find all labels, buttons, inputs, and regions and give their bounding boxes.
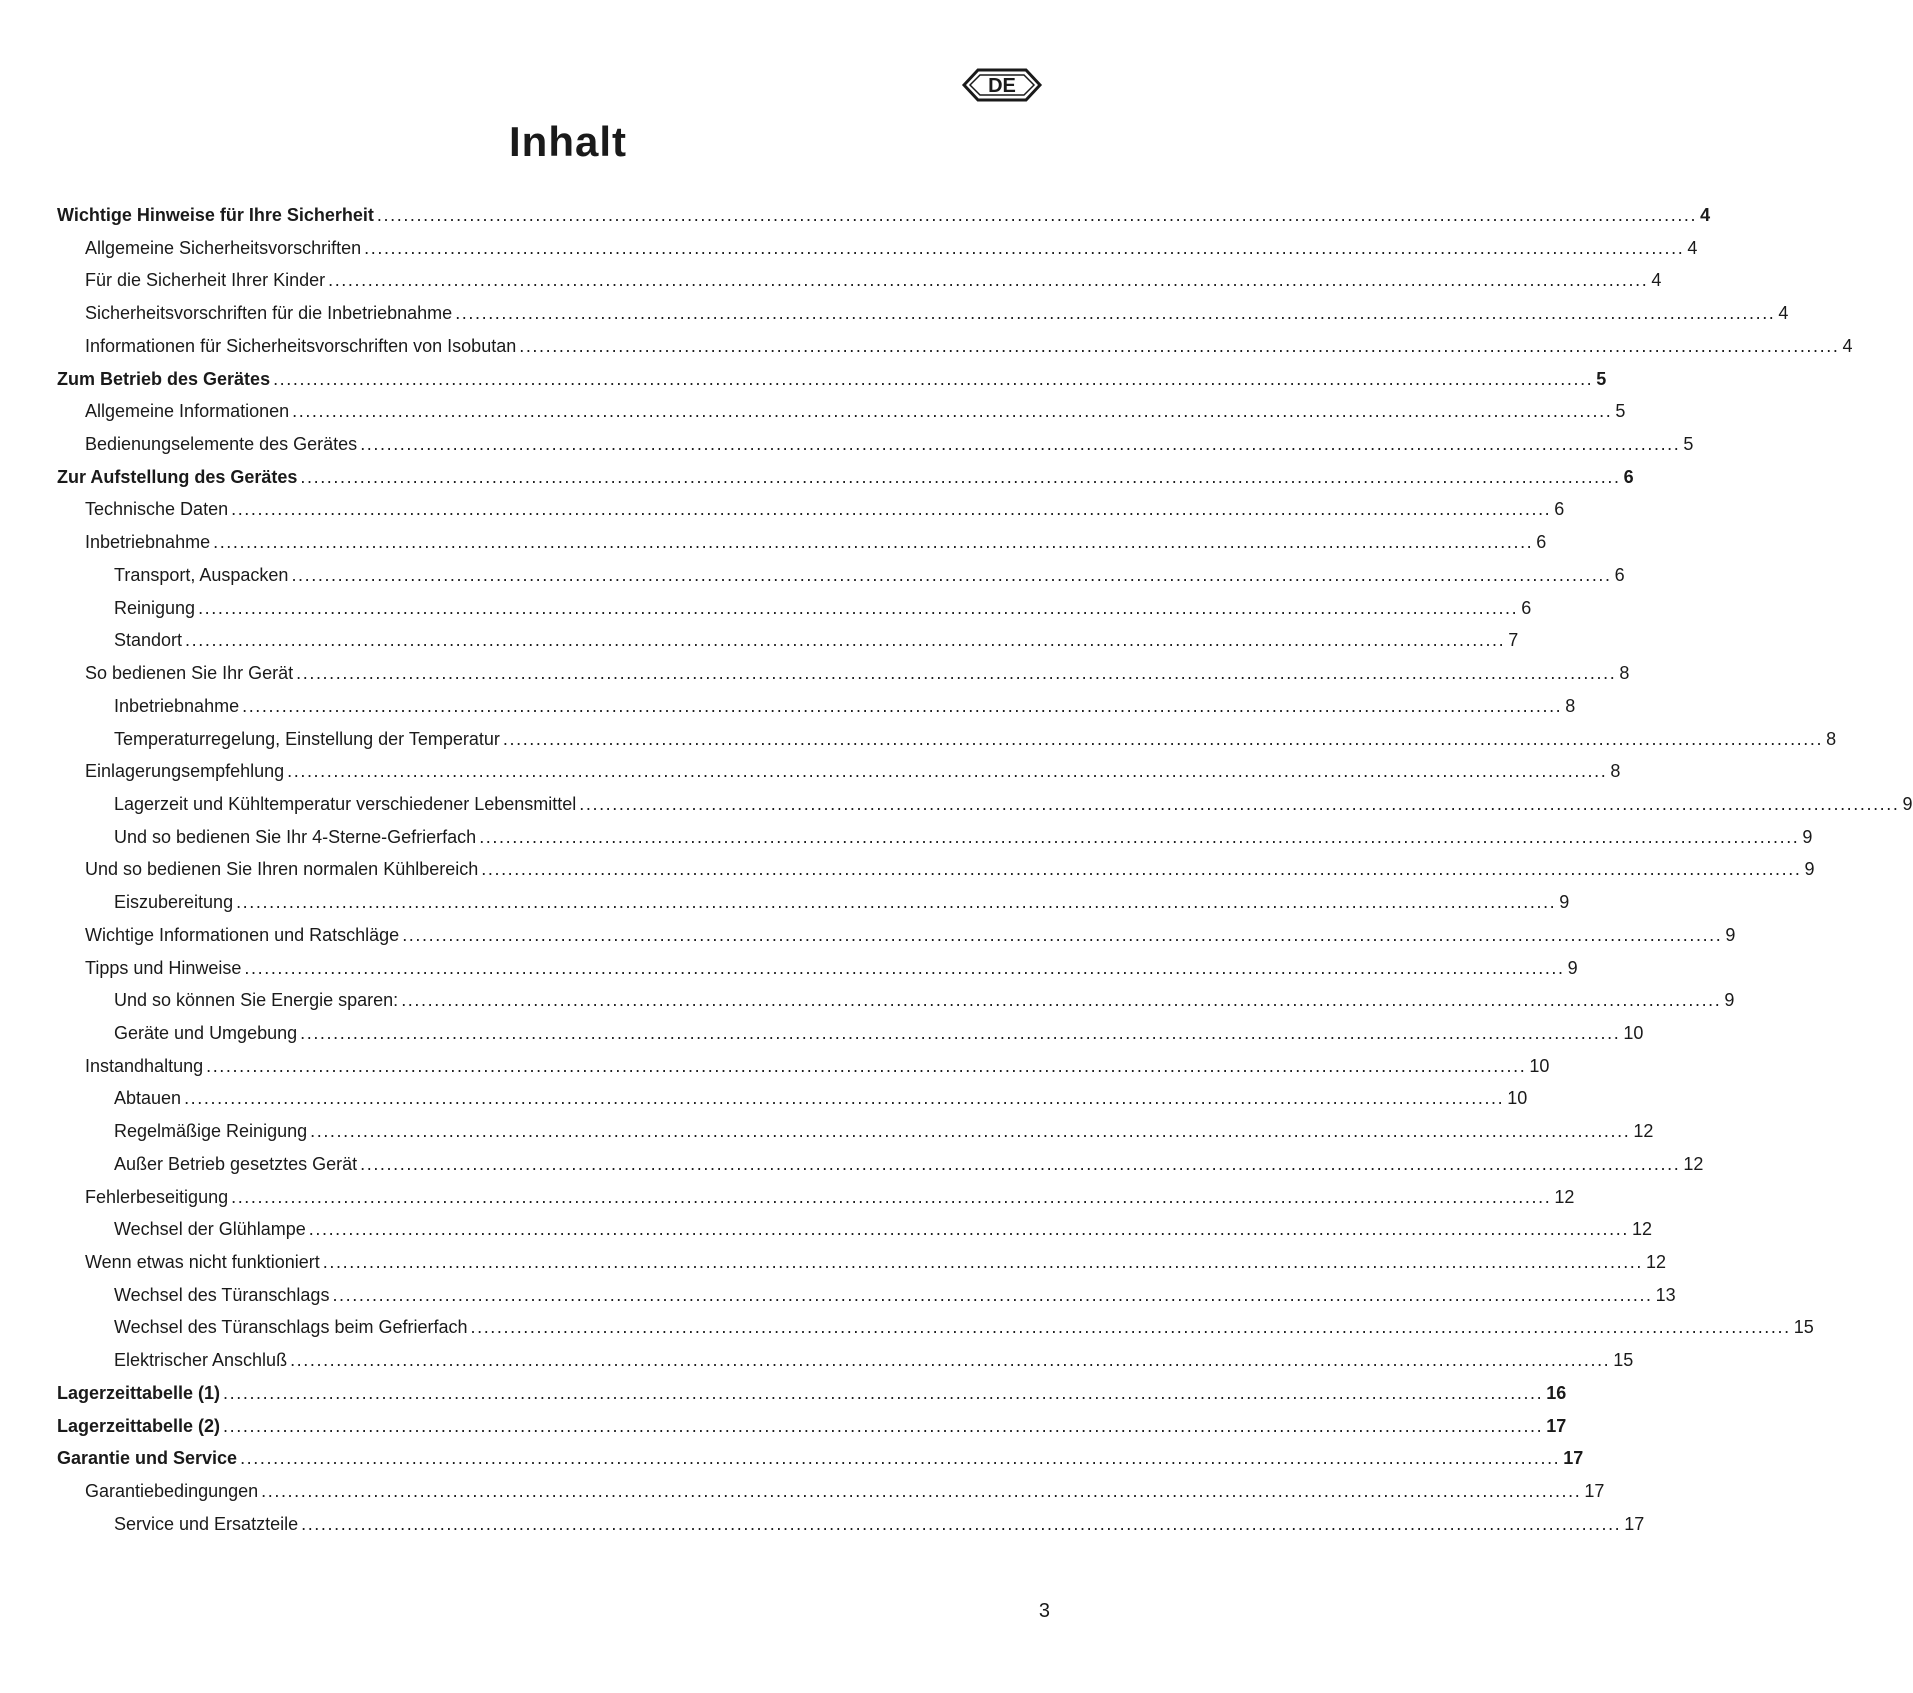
- toc-dot-leader: ........................................................................................................................................................................................................: [206, 1055, 1527, 1076]
- toc-entry-title: Eiszubereitung: [114, 892, 234, 913]
- toc-entry[interactable]: [57, 1311, 1814, 1344]
- toc-entry-page: 9: [1802, 826, 1813, 847]
- toc-entry-title: Lagerzeittabelle (2): [57, 1415, 221, 1436]
- toc-entry-title: Bedienungselemente des Gerätes: [85, 434, 358, 455]
- toc-entry[interactable]: [57, 657, 1630, 690]
- toc-entry[interactable]: [57, 1508, 1645, 1541]
- toc-entry-page: 6: [1614, 564, 1625, 585]
- toc-entry[interactable]: [57, 592, 1532, 625]
- toc-entry-page: 8: [1826, 728, 1837, 749]
- toc-entry-page: 12: [1554, 1186, 1575, 1207]
- toc-entry[interactable]: [57, 1213, 1652, 1246]
- toc-entry-title: Inbetriebnahme: [85, 532, 211, 553]
- toc-entry-title: Garantiebedingungen: [85, 1481, 259, 1502]
- toc-entry[interactable]: [57, 1246, 1667, 1279]
- toc-entry-title: Reinigung: [114, 597, 196, 618]
- toc-entry[interactable]: [57, 1344, 1634, 1377]
- toc-dot-leader: ........................................................................................................................................................................................................: [231, 499, 1552, 520]
- toc-entry-page: 6: [1521, 597, 1532, 618]
- toc-entry-title: Einlagerungsempfehlung: [85, 761, 285, 782]
- toc-entry[interactable]: [57, 1082, 1528, 1115]
- toc-entry[interactable]: [57, 952, 1578, 985]
- language-badge-de: [960, 64, 1044, 106]
- toc-entry[interactable]: [57, 1017, 1644, 1050]
- toc-dot-leader: ........................................................................................................................................................................................................: [579, 793, 1900, 814]
- toc-entry-title: Wichtige Hinweise für Ihre Sicherheit: [57, 205, 374, 225]
- toc-dot-leader: ........................................................................................................................................................................................................: [184, 1088, 1505, 1109]
- toc-entry-page: 4: [1687, 237, 1698, 258]
- toc-entry-page: 10: [1529, 1055, 1550, 1076]
- toc-entry[interactable]: [57, 1442, 1584, 1475]
- toc-dot-leader: ........................................................................................................................................................................................................: [455, 303, 1776, 324]
- toc-entry[interactable]: [57, 1410, 1567, 1443]
- toc-entry-title: Sicherheitsvorschriften für die Inbetriebnahme: [85, 303, 453, 324]
- toc-dot-leader: ........................................................................................................................................................................................................: [223, 1382, 1544, 1403]
- toc-entry-title: Zur Aufstellung des Gerätes: [57, 466, 298, 487]
- toc-dot-leader: ........................................................................................................................................................................................................: [479, 826, 1800, 847]
- toc-entry-title: Außer Betrieb gesetztes Gerät: [114, 1153, 358, 1174]
- toc-dot-leader: ........................................................................................................................................................................................................: [401, 990, 1722, 1011]
- toc-entry[interactable]: [57, 853, 1815, 886]
- toc-entry-page: 8: [1610, 761, 1621, 782]
- toc-dot-leader: ........................................................................................................................................................................................................: [402, 924, 1723, 945]
- page-title: Inhalt: [509, 118, 627, 165]
- toc-entry-title: Fehlerbeseitigung: [85, 1186, 229, 1207]
- toc-entry[interactable]: [57, 330, 1853, 363]
- toc-entry-page: 10: [1507, 1088, 1528, 1109]
- toc-entry-page: 9: [1567, 957, 1578, 978]
- toc-entry-page: 9: [1725, 924, 1736, 945]
- toc-dot-leader: ........................................................................................................................................................................................................: [360, 1153, 1681, 1174]
- toc-dot-leader: ........................................................................................................................................................................................................: [300, 466, 1621, 487]
- toc-entry-title: Garantie und Service: [57, 1448, 238, 1469]
- toc-entry-title: Wechsel des Türanschlags beim Gefrierfach: [114, 1317, 468, 1338]
- toc-entry[interactable]: [57, 788, 1913, 821]
- toc-entry-page: 8: [1565, 695, 1576, 716]
- toc-entry[interactable]: [57, 363, 1607, 396]
- toc-entry-title: Abtauen: [114, 1088, 182, 1109]
- toc-dot-leader: ........................................................................................................................................................................................................: [273, 368, 1594, 389]
- toc-dot-leader: ........................................................................................................................................................................................................: [236, 892, 1557, 913]
- toc-entry-page: 12: [1646, 1252, 1667, 1272]
- toc-entry-page: 4: [1778, 303, 1789, 324]
- toc-dot-leader: ........................................................................................................................................................................................................: [519, 335, 1840, 356]
- toc-entry-title: Instandhaltung: [85, 1055, 204, 1076]
- toc-entry-title: Standort: [114, 630, 183, 651]
- toc-entry[interactable]: [57, 886, 1570, 919]
- toc-entry-page: 17: [1546, 1415, 1567, 1436]
- toc-entry-title: Zum Betrieb des Gerätes: [57, 368, 271, 389]
- toc-entry[interactable]: [57, 1115, 1654, 1148]
- toc-dot-leader: ........................................................................................................................................................................................................: [292, 401, 1613, 422]
- toc-entry[interactable]: [57, 755, 1621, 788]
- toc-entry[interactable]: [57, 395, 1626, 428]
- toc-entry-title: Tipps und Hinweise: [85, 957, 242, 978]
- toc-entry-page: 15: [1613, 1350, 1634, 1371]
- toc-entry-title: Allgemeine Sicherheitsvorschriften: [85, 237, 362, 258]
- toc-dot-leader: ........................................................................................................................................................................................................: [290, 1350, 1611, 1371]
- toc-dot-leader: ........................................................................................................................................................................................................: [185, 630, 1506, 651]
- toc-entry-page: 16: [1546, 1382, 1567, 1403]
- toc-entry-page: 5: [1615, 401, 1626, 422]
- toc-entry-page: 13: [1655, 1284, 1676, 1305]
- toc-entry-title: Wenn etwas nicht funktioniert: [85, 1252, 320, 1272]
- toc-entry-title: Transport, Auspacken: [114, 564, 289, 585]
- toc-dot-leader: ........................................................................................................................................................................................................: [244, 957, 1565, 978]
- toc-entry-page: 17: [1563, 1448, 1584, 1469]
- toc-dot-leader: ........................................................................................................................................................................................................: [481, 859, 1802, 880]
- toc-entry-page: 5: [1596, 368, 1607, 389]
- toc-entry[interactable]: [57, 559, 1625, 592]
- toc-dot-leader: ........................................................................................................................................................................................................: [470, 1317, 1791, 1338]
- toc-entry-title: Informationen für Sicherheitsvorschriften von Isobutan: [85, 335, 517, 356]
- toc-entry-title: Lagerzeit und Kühltemperatur verschiedener Lebensmittel: [114, 793, 577, 814]
- toc-dot-leader: ........................................................................................................................................................................................................: [376, 205, 1698, 225]
- toc-dot-leader: ........................................................................................................................................................................................................: [240, 1448, 1561, 1469]
- toc-entry-page: 8: [1619, 663, 1630, 684]
- toc-dot-leader: ........................................................................................................................................................................................................: [198, 597, 1519, 618]
- toc-entry-title: Wechsel des Türanschlags: [114, 1284, 330, 1305]
- toc-entry-title: Allgemeine Informationen: [85, 401, 290, 422]
- toc-entry-page: 17: [1584, 1481, 1605, 1502]
- toc-dot-leader: ........................................................................................................................................................................................................: [310, 1121, 1631, 1142]
- toc-entry[interactable]: [57, 526, 1547, 559]
- toc-entry[interactable]: [57, 461, 1634, 494]
- toc-entry-page: 9: [1559, 892, 1570, 913]
- toc-entry[interactable]: [57, 821, 1813, 854]
- toc-entry-title: Lagerzeittabelle (1): [57, 1382, 221, 1403]
- toc-entry-title: Geräte und Umgebung: [114, 1022, 298, 1043]
- page-number: 3: [1038, 1600, 1050, 1622]
- toc-dot-leader: ........................................................................................................................................................................................................: [291, 564, 1612, 585]
- toc-entry-page: 9: [1724, 990, 1735, 1011]
- toc-entry[interactable]: [57, 1050, 1550, 1083]
- toc-entry-page: 9: [1804, 859, 1815, 880]
- toc-dot-leader: ........................................................................................................................................................................................................: [364, 237, 1685, 258]
- toc-entry[interactable]: [57, 984, 1735, 1017]
- toc-entry-title: Technische Daten: [85, 499, 229, 520]
- toc-entry[interactable]: [57, 199, 1711, 232]
- toc-entry-title: Wichtige Informationen und Ratschläge: [85, 924, 400, 945]
- toc-entry-title: Temperaturregelung, Einstellung der Temperatur: [114, 728, 500, 749]
- toc-entry-page: 12: [1631, 1219, 1652, 1240]
- toc-entry[interactable]: [57, 1181, 1575, 1214]
- toc-dot-leader: ........................................................................................................................................................................................................: [328, 270, 1649, 291]
- toc-entry-page: 15: [1793, 1317, 1814, 1338]
- toc-entry-page: 6: [1623, 466, 1634, 487]
- toc-dot-leader: ........................................................................................................................................................................................................: [308, 1219, 1629, 1240]
- toc-entry-title: Elektrischer Anschluß: [114, 1350, 288, 1371]
- toc-entry[interactable]: [57, 690, 1576, 723]
- toc-entry-title: Und so können Sie Energie sparen:: [114, 990, 399, 1011]
- toc-dot-leader: ........................................................................................................................................................................................................: [213, 532, 1534, 553]
- toc-entry-page: 9: [1902, 793, 1913, 814]
- toc-entry-page: 5: [1683, 434, 1694, 455]
- toc-entry[interactable]: [57, 1377, 1567, 1410]
- table-of-contents: [57, 199, 1913, 1540]
- toc-entry[interactable]: [57, 723, 1837, 756]
- toc-entry-page: 4: [1842, 335, 1853, 356]
- toc-entry-page: 6: [1536, 532, 1547, 553]
- toc-dot-leader: ........................................................................................................................................................................................................: [231, 1186, 1552, 1207]
- toc-dot-leader: ........................................................................................................................................................................................................: [287, 761, 1608, 782]
- toc-entry-title: Wechsel der Glühlampe: [114, 1219, 306, 1240]
- toc-entry[interactable]: [57, 1475, 1605, 1508]
- toc-dot-leader: ........................................................................................................................................................................................................: [296, 663, 1617, 684]
- toc-entry-title: Für die Sicherheit Ihrer Kinder: [85, 270, 326, 291]
- toc-dot-leader: ........................................................................................................................................................................................................: [301, 1513, 1622, 1534]
- toc-dot-leader: ........................................................................................................................................................................................................: [322, 1252, 1643, 1272]
- toc-entry-title: Inbetriebnahme: [114, 695, 240, 716]
- toc-entry-page: 4: [1651, 270, 1662, 291]
- toc-entry[interactable]: [57, 264, 1662, 297]
- toc-dot-leader: ........................................................................................................................................................................................................: [261, 1481, 1582, 1502]
- toc-entry-title: Und so bedienen Sie Ihr 4-Sterne-Gefrierfach: [114, 826, 477, 847]
- toc-entry[interactable]: [57, 1279, 1676, 1312]
- toc-entry-page: 7: [1508, 630, 1519, 651]
- toc-dot-leader: ........................................................................................................................................................................................................: [360, 434, 1681, 455]
- toc-entry[interactable]: [57, 1148, 1704, 1181]
- toc-entry-page: 12: [1633, 1121, 1654, 1142]
- language-badge-label: DE: [988, 75, 1016, 97]
- toc-dot-leader: ........................................................................................................................................................................................................: [502, 728, 1824, 749]
- toc-dot-leader: ........................................................................................................................................................................................................: [242, 695, 1563, 716]
- toc-entry-title: So bedienen Sie Ihr Gerät: [85, 663, 294, 684]
- toc-dot-leader: ........................................................................................................................................................................................................: [223, 1415, 1544, 1436]
- toc-entry[interactable]: [57, 297, 1789, 330]
- toc-entry-title: Service und Ersatzteile: [114, 1513, 299, 1534]
- toc-entry-title: Regelmäßige Reinigung: [114, 1121, 308, 1142]
- toc-entry[interactable]: [57, 428, 1694, 461]
- toc-entry[interactable]: [57, 919, 1736, 952]
- toc-entry[interactable]: [57, 493, 1565, 526]
- toc-entry-page: 4: [1700, 205, 1711, 225]
- toc-entry-page: 10: [1623, 1022, 1644, 1043]
- toc-dot-leader: ........................................................................................................................................................................................................: [300, 1022, 1621, 1043]
- toc-entry-page: 6: [1554, 499, 1565, 520]
- toc-entry-page: 17: [1624, 1513, 1645, 1534]
- toc-entry[interactable]: [57, 232, 1698, 265]
- toc-entry-title: Und so bedienen Sie Ihren normalen Kühlbereich: [85, 859, 479, 880]
- toc-dot-leader: ........................................................................................................................................................................................................: [332, 1284, 1653, 1305]
- toc-entry[interactable]: [57, 624, 1519, 657]
- toc-entry-page: 12: [1683, 1153, 1704, 1174]
